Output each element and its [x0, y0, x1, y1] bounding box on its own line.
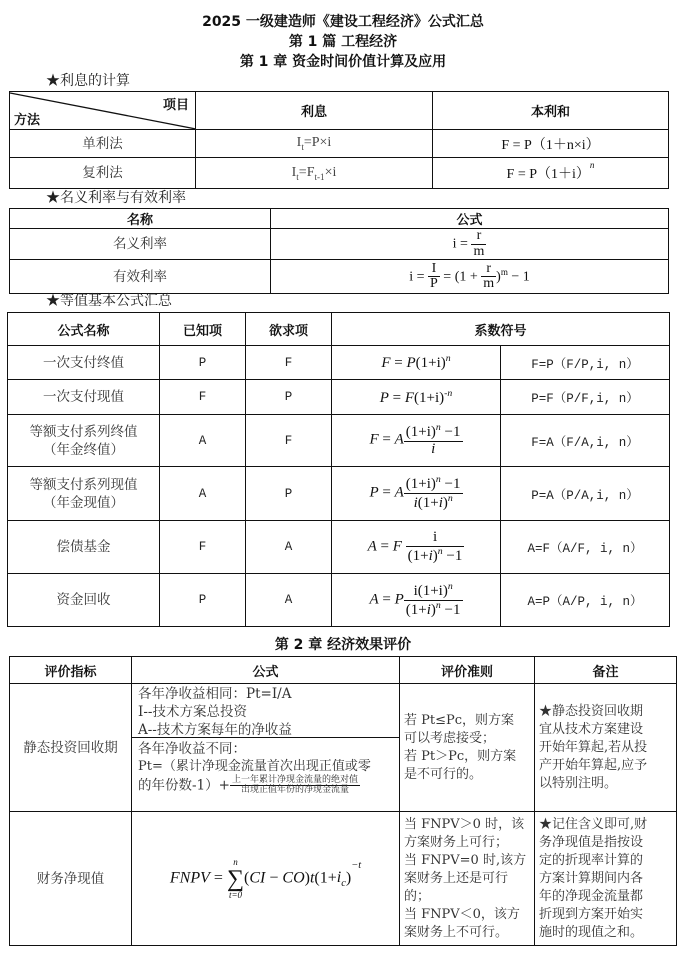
row-want: P — [246, 467, 332, 521]
row-name: 一次支付终值 — [8, 346, 160, 380]
row-known: F — [160, 521, 246, 574]
criteria-line: 方案财务上可行； — [404, 834, 509, 850]
row-known: P — [160, 574, 246, 627]
criteria-line: 案财务上还是可行 — [404, 870, 509, 886]
row-formula: $P = F(1+i)^{-n}$ — [332, 380, 501, 415]
fraction-numerator: 上一年累计净现金流量的绝对值 — [231, 775, 358, 785]
note-line: 折现到方案开始实 — [539, 906, 644, 922]
table-row — [8, 346, 670, 380]
formula-line: A--技术方案每年的净收益 — [138, 722, 292, 738]
static-formula-diff — [132, 738, 399, 798]
fraction-denominator: 出现正值年份的净现金流量 — [240, 785, 349, 796]
note-line: 年的净现金流量都 — [539, 888, 644, 904]
criteria-line: 案财务上不可行。 — [404, 924, 509, 940]
static-formula-same — [132, 684, 399, 738]
row-want: P — [246, 380, 332, 415]
note-line: 宜从技术方案建设 — [539, 721, 644, 737]
rate-table — [9, 208, 669, 294]
formula-simple-total: F = P（1＋n×i） — [433, 130, 669, 158]
formula-line: I--技术方案总投资 — [138, 704, 247, 720]
corner-bottom-label: 方法 — [14, 113, 41, 128]
row-known: A — [160, 467, 246, 521]
document-title: 2025 一级建造师《建设工程经济》公式汇总 — [202, 14, 484, 30]
row-symbol: F=P（F/P,i, n） — [501, 346, 670, 380]
formula-prefix: 的年份数-1）+ — [138, 777, 230, 794]
note-line: ★静态投资回收期 — [539, 703, 644, 719]
table-row — [8, 467, 670, 521]
header-indicator: 评价指标 — [10, 657, 132, 684]
section-title-equiv: ★等值基本公式汇总 — [46, 293, 172, 309]
fraction-payback — [230, 776, 360, 796]
fnpv-formula: FNPV = n ∑ t=0 $(CI - CO)t(1+i_c)^{-t}$ — [132, 812, 400, 946]
row-known: P — [160, 346, 246, 380]
note-line: 以特别注明。 — [539, 775, 618, 791]
row-formula: F = A $\frac{(1+i)^n -1}{i}$ — [332, 415, 501, 467]
interest-table — [9, 91, 669, 189]
header-known: 已知项 — [160, 313, 246, 346]
header-criteria: 评价准则 — [400, 657, 535, 684]
criteria-line: 当 FNPV=0 时,该方 — [404, 852, 527, 868]
row-symbol: A=P（A/P, i, n） — [501, 574, 670, 627]
row-name-line1: 等额支付系列终值 — [29, 423, 138, 440]
criteria-line: 若 Pt≤Pc，则方案 — [404, 712, 515, 728]
row-want: A — [246, 574, 332, 627]
indicator-static: 静态投资回收期 — [10, 684, 132, 812]
row-name-line2: （年金终值） — [43, 441, 124, 458]
evaluation-table — [9, 656, 677, 946]
formula-simple-interest: $I_t=P\times i$ — [196, 130, 433, 158]
header-want: 欲求项 — [246, 313, 332, 346]
indicator-fnpv: 财务净现值 — [10, 812, 132, 946]
row-name-line1: 等额支付系列现值 — [29, 476, 138, 493]
row-name: 一次支付现值 — [8, 380, 160, 415]
rate-effective-formula: i = $\frac{I}{P}$ = (1 + $\frac{r}{m}$ )$^m$ − 1 — [271, 260, 669, 294]
sum-symbol: n ∑ t=0 — [226, 856, 245, 900]
rate-effective-name: 有效利率 — [10, 260, 271, 294]
header-formula: 公式 — [271, 209, 669, 229]
note-line: 定的折现率计算的 — [539, 852, 644, 868]
row-symbol: A=F（A/F, i, n） — [501, 521, 670, 574]
part-title: 第 1 篇 工程经济 — [288, 34, 398, 50]
criteria-line: 当 FNPV＞0 时，该 — [404, 816, 525, 832]
formula-line: 各年净收益相同：Pt=I/A — [138, 686, 292, 702]
criteria-line: 若 Pt＞Pc，则方案 — [404, 748, 517, 764]
chapter-title: 第 1 章 资金时间价值计算及应用 — [239, 54, 447, 70]
criteria-line: 的； — [404, 888, 431, 904]
row-formula: A = F $\frac{i}{(1+i)^n -1}$ — [332, 521, 501, 574]
corner-header — [10, 92, 196, 130]
row-name — [8, 467, 160, 521]
table-row — [10, 812, 677, 946]
table-row — [8, 521, 670, 574]
criteria-line: 当 FNPV＜0，该方 — [404, 906, 520, 922]
table-row — [8, 574, 670, 627]
equiv-table — [7, 312, 670, 627]
table-row — [10, 684, 677, 812]
row-want: A — [246, 521, 332, 574]
section-title-rate: ★名义利率与有效利率 — [46, 190, 186, 206]
row-name: 资金回收 — [8, 574, 160, 627]
static-formula-cell — [132, 684, 400, 812]
note-static — [535, 684, 677, 812]
row-formula: $F = P(1+i)^n$ — [332, 346, 501, 380]
header-name: 名称 — [10, 209, 271, 229]
row-symbol: P=F（P/F,i, n） — [501, 380, 670, 415]
note-line: 务净现值是指按设 — [539, 834, 644, 850]
row-want: F — [246, 346, 332, 380]
header-interest: 利息 — [196, 92, 433, 130]
row-known: F — [160, 380, 246, 415]
chapter2-title: 第 2 章 经济效果评价 — [274, 637, 412, 653]
row-formula: P = A $\frac{(1+i)^n -1}{i(1+i)^n}$ — [332, 467, 501, 521]
corner-top-label: 项目 — [162, 98, 189, 113]
note-line: 产开始年算起,应予 — [539, 757, 648, 773]
header-note: 备注 — [535, 657, 677, 684]
note-line: 施时的现值之和。 — [539, 924, 644, 940]
row-formula: A = P $\frac{i(1+i)^n}{(1+i)^n -1}$ — [332, 574, 501, 627]
note-line: ★记住含义即可,财 — [539, 816, 648, 832]
row-name — [8, 415, 160, 467]
rate-nominal-formula: i = $\frac{r}{m}$ — [271, 229, 669, 260]
row-name: 偿债基金 — [8, 521, 160, 574]
criteria-line: 可以考虑接受； — [404, 730, 496, 746]
criteria-line: 是不可行的。 — [404, 766, 483, 782]
header-symbol: 系数符号 — [332, 313, 670, 346]
method-compound: 复利法 — [10, 158, 196, 189]
formula-line: Pt=（累计净现金流量首次出现正值或零 — [138, 759, 371, 774]
rate-nominal-name: 名义利率 — [10, 229, 271, 260]
section-title-interest: ★利息的计算 — [46, 73, 130, 89]
table-row — [8, 415, 670, 467]
row-known: A — [160, 415, 246, 467]
row-name-line2: （年金现值） — [43, 494, 124, 511]
criteria-static — [400, 684, 535, 812]
formula-line: 各年净收益不同： — [138, 741, 246, 757]
row-symbol: P=A（P/A,i, n） — [501, 467, 670, 521]
header-formula-name: 公式名称 — [8, 313, 160, 346]
table-row — [8, 380, 670, 415]
note-fnpv — [535, 812, 677, 946]
header-total: 本利和 — [433, 92, 669, 130]
fraction-r-m: $\frac{r}{m}$ — [473, 228, 485, 259]
formula-compound-interest: $I_t=F_{t-1}\times i$ — [196, 158, 433, 189]
formula-line — [138, 776, 393, 796]
row-want: F — [246, 415, 332, 467]
header-formula: 公式 — [132, 657, 400, 684]
note-line: 开始年算起,若从投 — [539, 739, 648, 755]
criteria-fnpv — [400, 812, 535, 946]
row-symbol: F=A（F/A,i, n） — [501, 415, 670, 467]
note-line: 方案计算期间内各 — [539, 870, 644, 886]
formula-compound-total: $F = P(1+i)^n$ — [433, 158, 669, 189]
method-simple: 单利法 — [10, 130, 196, 158]
